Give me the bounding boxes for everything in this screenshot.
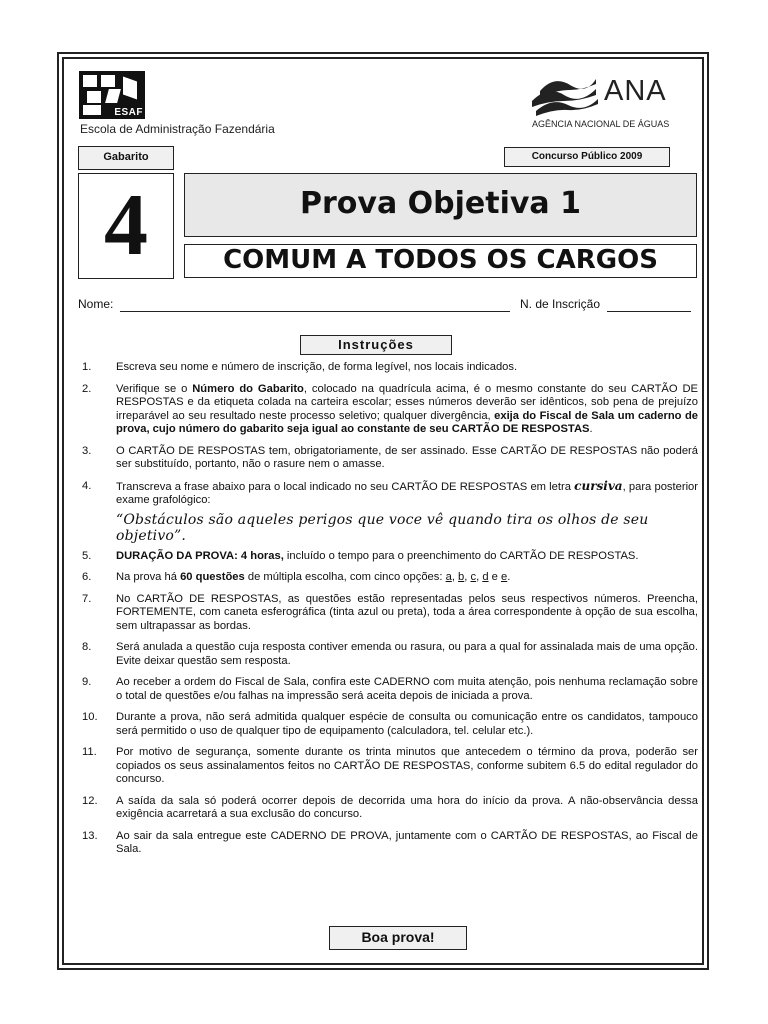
nome-field[interactable] — [120, 311, 510, 312]
list-item: 6. Na prova há 60 questões de múltipla escolha, com cinco opções: a, b, c, d e e. — [82, 571, 511, 583]
list-item: 3. O CARTÃO DE RESPOSTAS tem, obrigatoriamente, de ser assinado. Esse CARTÃO DE RESPOSTAS não poderá ser substituído, portanto, não o rasure nem o amasse. — [82, 444, 698, 470]
list-item: 2. Verifique se o Número do Gabarito, colocado na quadrícula acima, é o mesmo constante do seu CARTÃO DE RESPOSTAS e da etiqueta colada na carteira escolar; esses números deverão ser idênticos, sob pena de prejuízo irreparável ao seu resultado neste processo seletivo; qualquer divergência, exija do Fiscal de Sala um caderno de prova, cujo número do gabarito seja igual ao constante de seu CARTÃO DE RESPOSTAS. — [82, 382, 699, 435]
cursive-quote: “Obstáculos são aqueles perigos que voce vê quando tira os olhos de seu objetivo”. — [116, 511, 649, 544]
concurso-label: Concurso Público 2009 — [504, 147, 670, 167]
boa-prova-label: Boa prova! — [329, 926, 467, 950]
instructions-list — [82, 361, 698, 865]
list-item: 10. Durante a prova, não será admitida qualquer espécie de consulta ou comunicação entre os candidatos, tampouco será permitido o uso de qualquer tipo de equipamento (calculadora, tel. celular etc.). — [82, 711, 698, 737]
list-item: 5. DURAÇÃO DA PROVA: 4 horas, incluído o tempo para o preenchimento do CARTÃO DE RESPOSTAS. — [82, 549, 639, 562]
esaf-logo — [79, 71, 145, 119]
inscricao-field[interactable] — [607, 311, 691, 312]
ana-subtitle: AGÊNCIA NACIONAL DE ÁGUAS — [532, 119, 670, 129]
esaf-logo-text: ESAF — [114, 107, 143, 118]
list-item: 1. Escreva seu nome e número de inscrição, de forma legível, nos locais indicados. — [82, 361, 518, 373]
gabarito-number: 4 — [78, 173, 174, 279]
esaf-name: Escola de Administração Fazendária — [80, 122, 275, 136]
page-border-outer — [57, 52, 709, 970]
instructions-title: Instruções — [300, 335, 452, 355]
nome-label: Nome: — [78, 297, 114, 311]
list-item: 8. Será anulada a questão cuja resposta contiver emenda ou rasura, ou para a qual for assinalada mais de uma opção. Evite deixar questão sem resposta. — [82, 641, 698, 667]
list-item: 11. Por motivo de segurança, somente durante os trinta minutos que antecedem o término da prova, poderão ser copiados os seus assinalamentos feitos no CARTÃO DE RESPOSTAS, conforme subitem 6.5 do edital regulador do concurso. — [82, 746, 698, 785]
inscricao-label: N. de Inscrição — [520, 297, 601, 311]
gabarito-label: Gabarito — [78, 146, 174, 170]
list-item: 13. Ao sair da sala entregue este CADERNO DE PROVA, juntamente com o CARTÃO DE RESPOSTAS, ao Fiscal de Sala. — [82, 829, 698, 855]
ana-name: ANA — [604, 75, 667, 107]
list-item: 12. A saída da sala só poderá ocorrer depois de decorrida uma hora do início da prova. A não-observância dessa exigência acarretará a sua exclusão do concurso. — [82, 794, 698, 820]
list-item: 7. No CARTÃO DE RESPOSTAS, as questões estão representadas pelos seus respectivos números. Preencha, FORTEMENTE, com caneta esferográfica (tinta azul ou preta), toda a área correspondente à opção de sua escolha, sem ultrapassar as bordas. — [82, 592, 698, 632]
page-subtitle: COMUM A TODOS OS CARGOS — [184, 244, 697, 278]
ana-wave-logo — [530, 71, 600, 119]
page-border-inner — [62, 57, 704, 965]
list-item: 4. Transcreva a frase abaixo para o local indicado no seu CARTÃO DE RESPOSTAS em letra cursiva, para posterior exame grafológico: — [82, 478, 698, 506]
page-title: Prova Objetiva 1 — [184, 173, 697, 237]
list-item: 9. Ao receber a ordem do Fiscal de Sala, confira este CADERNO com muita atenção, pois nenhuma reclamação sobre o total de questões e/ou falhas na impressão será aceita depois de iniciada a prova. — [82, 676, 698, 702]
